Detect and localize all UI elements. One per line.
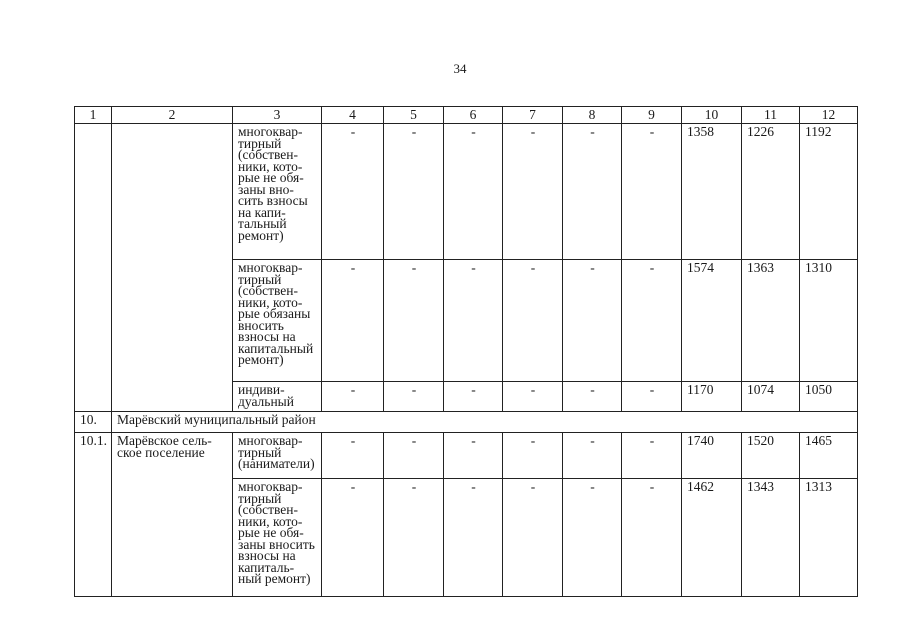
row-number-cell: [75, 124, 112, 412]
value-cell: 1520: [742, 433, 800, 479]
value-cell: -: [622, 479, 682, 597]
value-cell: -: [444, 382, 503, 412]
tariff-table: [74, 106, 858, 597]
header-cell: 2: [112, 107, 233, 124]
value-cell: -: [563, 260, 622, 382]
value-cell: -: [622, 433, 682, 479]
value-cell: -: [503, 260, 563, 382]
region-number: 10.: [75, 412, 112, 433]
value-cell: -: [322, 382, 384, 412]
value-cell: -: [563, 382, 622, 412]
value-cell: 1310: [800, 260, 858, 382]
housing-type-cell: многоквар- тирный (наниматели): [233, 433, 322, 479]
value-cell: -: [503, 124, 563, 260]
page-number: 34: [453, 61, 467, 76]
value-cell: 1192: [800, 124, 858, 260]
header-cell: 4: [322, 107, 384, 124]
value-cell: 1074: [742, 382, 800, 412]
region-row: [75, 412, 858, 433]
value-cell: -: [444, 260, 503, 382]
row-number-cell: 10.1.: [75, 433, 112, 597]
table-row: [75, 433, 858, 479]
value-cell: -: [563, 124, 622, 260]
value-cell: -: [384, 382, 444, 412]
value-cell: 1313: [800, 479, 858, 597]
value-cell: -: [322, 479, 384, 597]
header-cell: 7: [503, 107, 563, 124]
header-cell: 1: [75, 107, 112, 124]
housing-type-cell: индиви- дуальный: [233, 382, 322, 412]
settlement-cell: Марёвское сель- ское поселение: [112, 433, 233, 597]
value-cell: -: [444, 124, 503, 260]
value-cell: 1358: [682, 124, 742, 260]
header-cell: 6: [444, 107, 503, 124]
value-cell: 1574: [682, 260, 742, 382]
header-cell: 12: [800, 107, 858, 124]
value-cell: -: [503, 479, 563, 597]
value-cell: -: [322, 260, 384, 382]
value-cell: -: [322, 124, 384, 260]
value-cell: -: [503, 382, 563, 412]
value-cell: -: [384, 479, 444, 597]
value-cell: -: [384, 260, 444, 382]
header-cell: 11: [742, 107, 800, 124]
value-cell: -: [503, 433, 563, 479]
value-cell: -: [622, 260, 682, 382]
header-row: [75, 107, 858, 124]
housing-type-cell: многоквар- тирный (собствен- ники, кото- рые обязаны вносить взносы на капитальный ремонт): [233, 260, 322, 382]
settlement-cell: [112, 124, 233, 412]
value-cell: -: [563, 433, 622, 479]
header-cell: 3: [233, 107, 322, 124]
value-cell: 1343: [742, 479, 800, 597]
value-cell: 1226: [742, 124, 800, 260]
value-cell: -: [444, 479, 503, 597]
value-cell: -: [384, 433, 444, 479]
value-cell: 1462: [682, 479, 742, 597]
value-cell: -: [563, 479, 622, 597]
value-cell: -: [322, 433, 384, 479]
value-cell: 1465: [800, 433, 858, 479]
value-cell: -: [444, 433, 503, 479]
header-cell: 10: [682, 107, 742, 124]
header-cell: 9: [622, 107, 682, 124]
housing-type-cell: многоквар- тирный (собствен- ники, кото- рые не обя- заны вно- сить взносы на капи- тальный ремонт): [233, 124, 322, 260]
header-cell: 5: [384, 107, 444, 124]
value-cell: -: [384, 124, 444, 260]
table-row: [75, 124, 858, 260]
housing-type-cell: многоквар- тирный (собствен- ники, кото- рые не обя- заны вносить взносы на капиталь- ный ремонт): [233, 479, 322, 597]
value-cell: 1740: [682, 433, 742, 479]
value-cell: -: [622, 124, 682, 260]
header-cell: 8: [563, 107, 622, 124]
value-cell: 1363: [742, 260, 800, 382]
region-name: Марёвский муниципальный район: [112, 412, 858, 433]
value-cell: 1050: [800, 382, 858, 412]
value-cell: -: [622, 382, 682, 412]
value-cell: 1170: [682, 382, 742, 412]
